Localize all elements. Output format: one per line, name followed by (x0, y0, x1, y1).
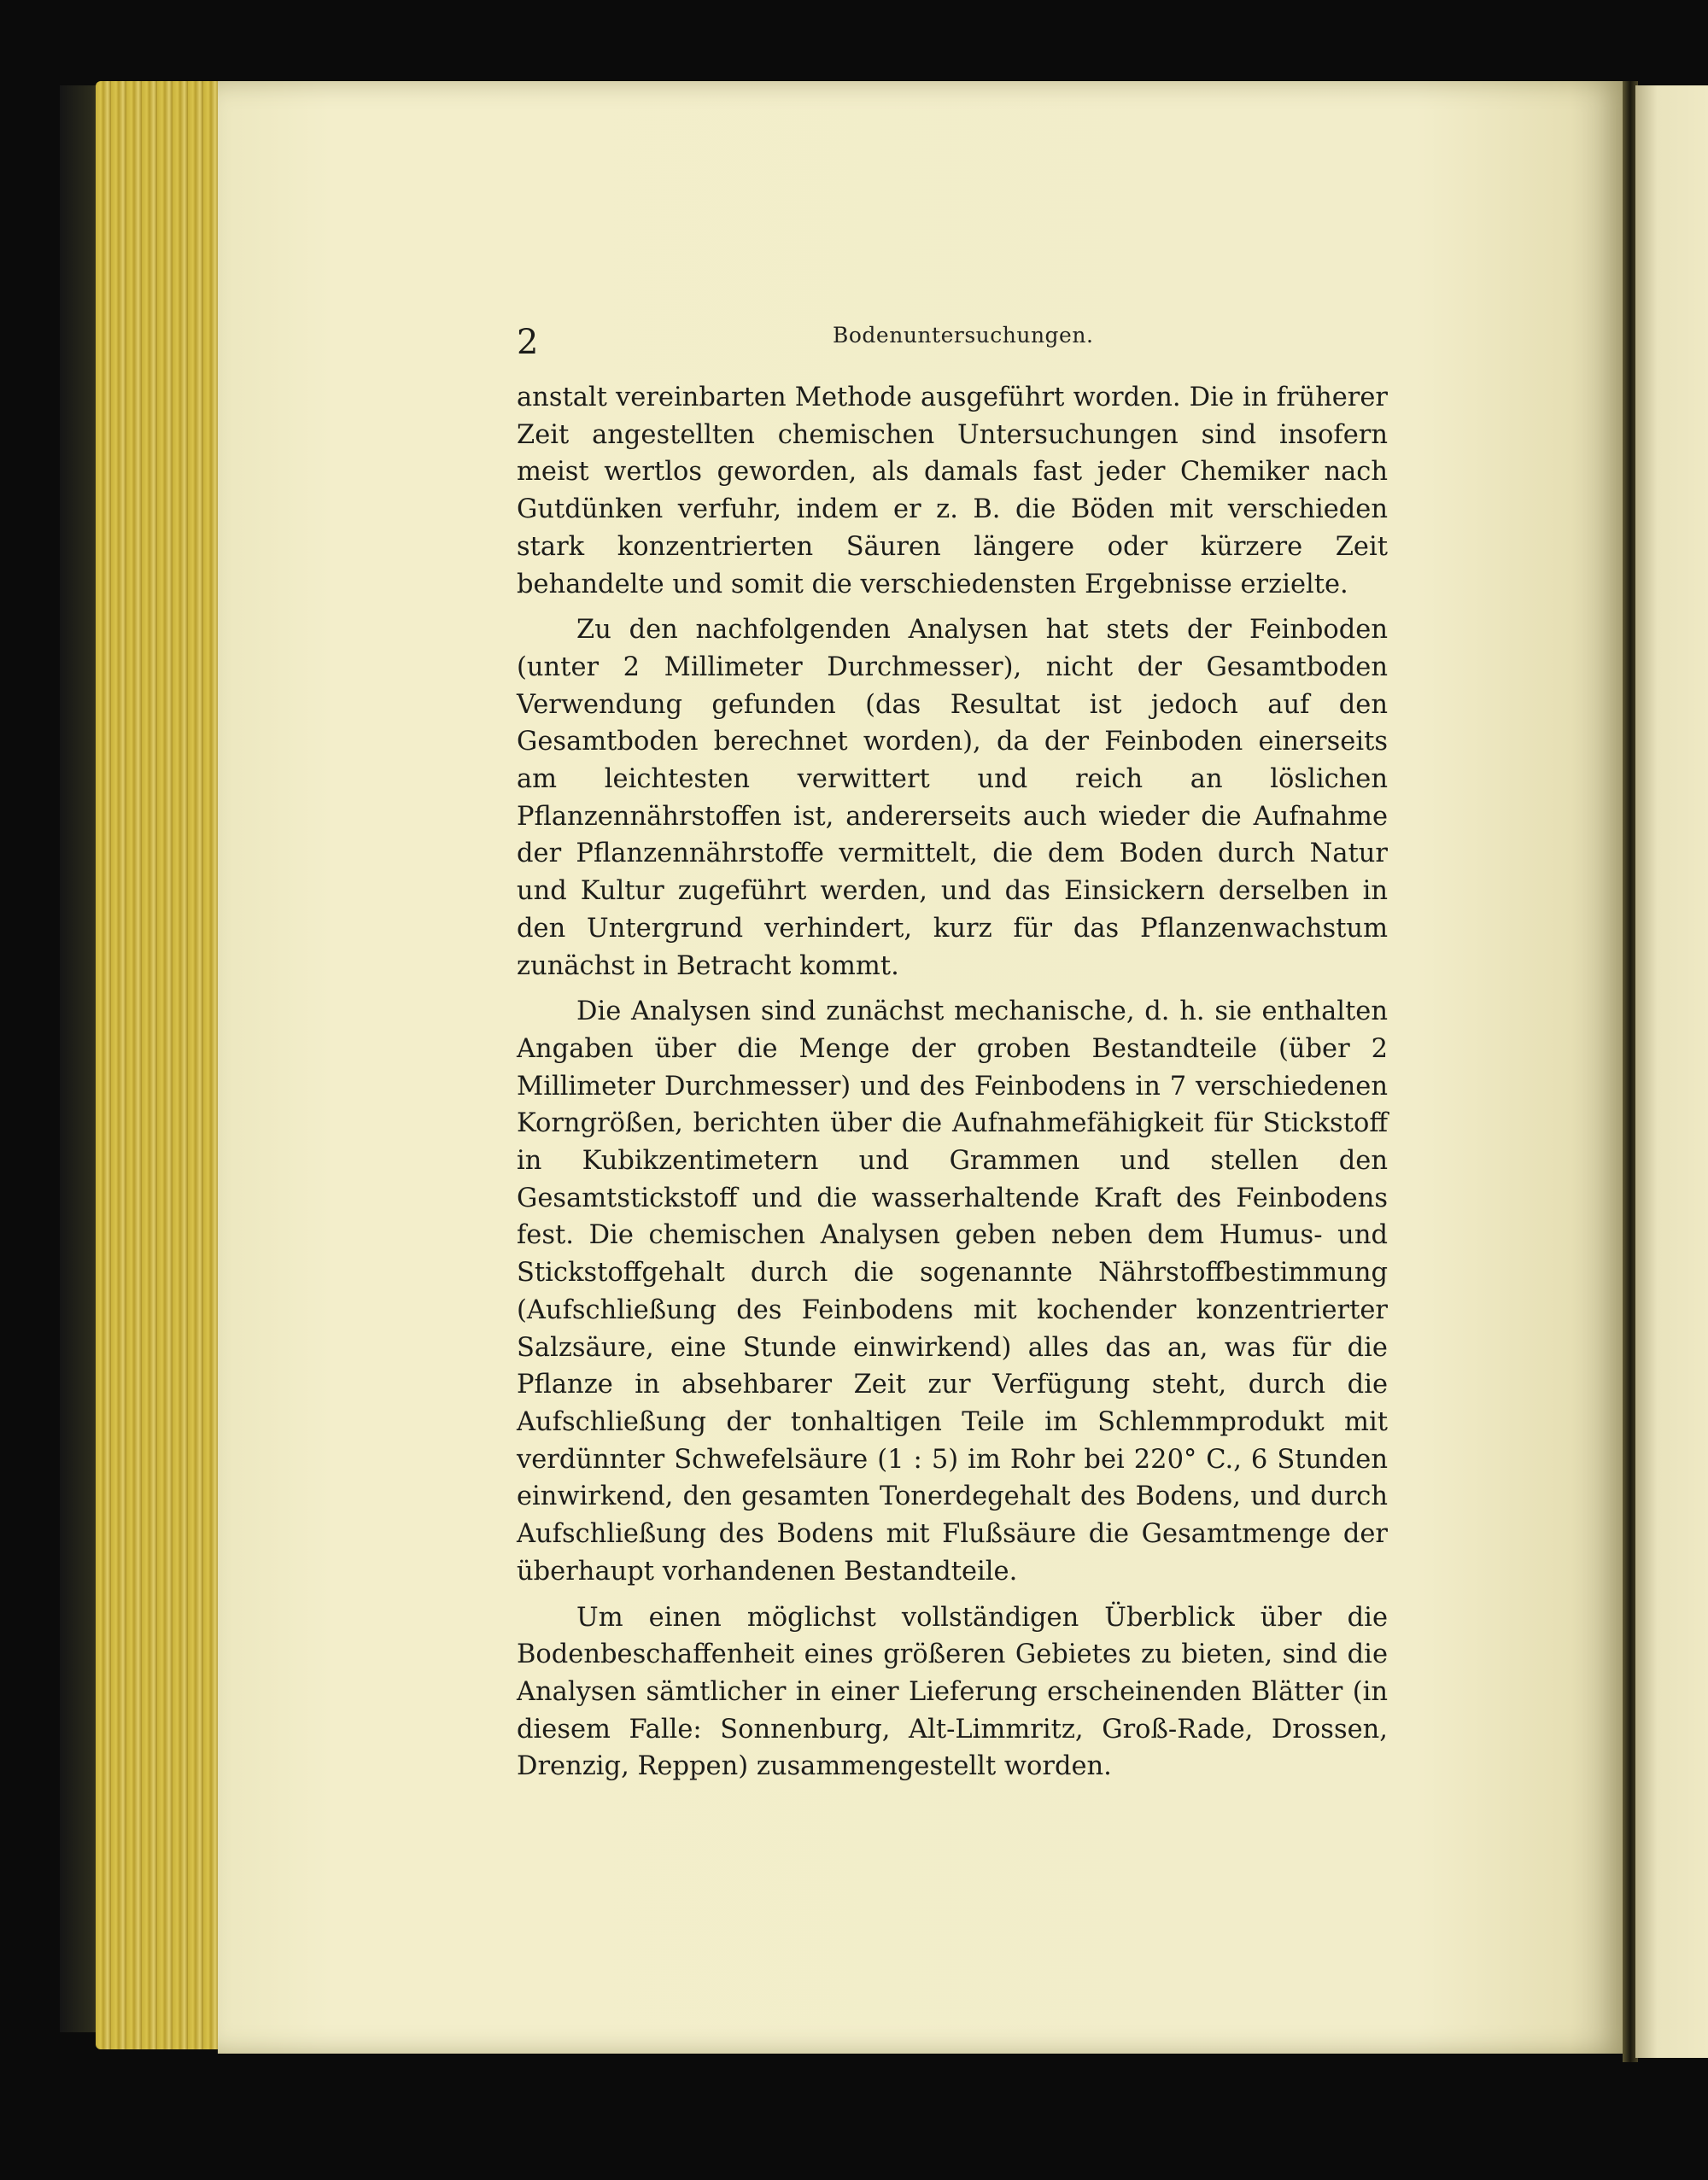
paragraph-2: Zu den nachfolgenden Analysen hat stets der Feinboden (unter 2 Millimeter Durchmesser), nicht der Gesamtboden Verwendung gefunden (das Resultat ist jedoch auf den Gesamtboden berechnet worden), da der Feinboden einerseits am leichtesten verwittert und reich an löslichen Pflanzennährstoffen ist, andererseits auch wieder die Aufnahme der Pflanzennährstoffe vermittelt, die dem Boden durch Natur und Kultur zugeführt werden, und das Einsickern derselben in den Untergrund verhindert, kurz für das Pflanzenwachstum zunächst in Betracht kommt. (517, 615, 1388, 981)
body-text (517, 379, 1388, 1794)
paragraph-1: anstalt vereinbarten Methode ausgeführt worden. Die in früherer Zeit angestellten chemischen Untersuchungen sind insofern meist wertlos geworden, als damals fast jeder Chemiker nach Gutdünken verfuhr, indem er z. B. die Böden mit verschieden stark konzentrierten Säuren längere oder kürzere Zeit behandelte und somit die verschiedensten Ergebnisse erzielte. (517, 383, 1388, 599)
paragraph-3: Die Analysen sind zunächst mechanische, d. h. sie enthalten Angaben über die Menge der groben Bestandteile (über 2 Millimeter Durchmesser) und des Feinbodens in 7 verschiedenen Korngrößen, berichten über die Aufnahmefähigkeit für Stickstoff in Kubikzentimetern und Grammen und stellen den Gesamtstickstoff und die wasserhaltende Kraft des Feinbodens fest. Die chemischen Analysen geben neben dem Humus- und Stickstoffgehalt durch die sogenannte Nährstoffbestimmung (Aufschließung des Feinbodens mit kochender konzentrierter Salzsäure, eine Stunde einwirkend) alles das an, was für die Pflanze in absehbarer Zeit zur Verfügung steht, durch die Aufschließung der tonhaltigen Teile im Schlemmprodukt mit verdünnter Schwefelsäure (1 : 5) im Rohr bei 220° C., 6 Stunden einwirkend, den gesamten Tonerdegehalt des Bodens, und durch Aufschließung des Bodens mit Flußsäure die Gesamtmenge der überhaupt vorhandenen Bestandteile. (517, 996, 1388, 1587)
page-edges (96, 81, 224, 2049)
facing-page-edge (1635, 85, 1708, 2058)
page-number: 2 (517, 323, 539, 362)
paragraph-4: Um einen möglichst vollständigen Überblick über die Bodenbeschaffenheit eines größeren Gebietes zu bieten, sind die Analysen sämtlicher in einer Lieferung erscheinenden Blätter (in diesem Falle: Sonnenburg, Alt-Limmritz, Groß-Rade, Drossen, Drenzig, Reppen) zusammengestellt worden. (517, 1602, 1388, 1782)
running-head-title: Bodenuntersuchungen. (833, 323, 1094, 348)
